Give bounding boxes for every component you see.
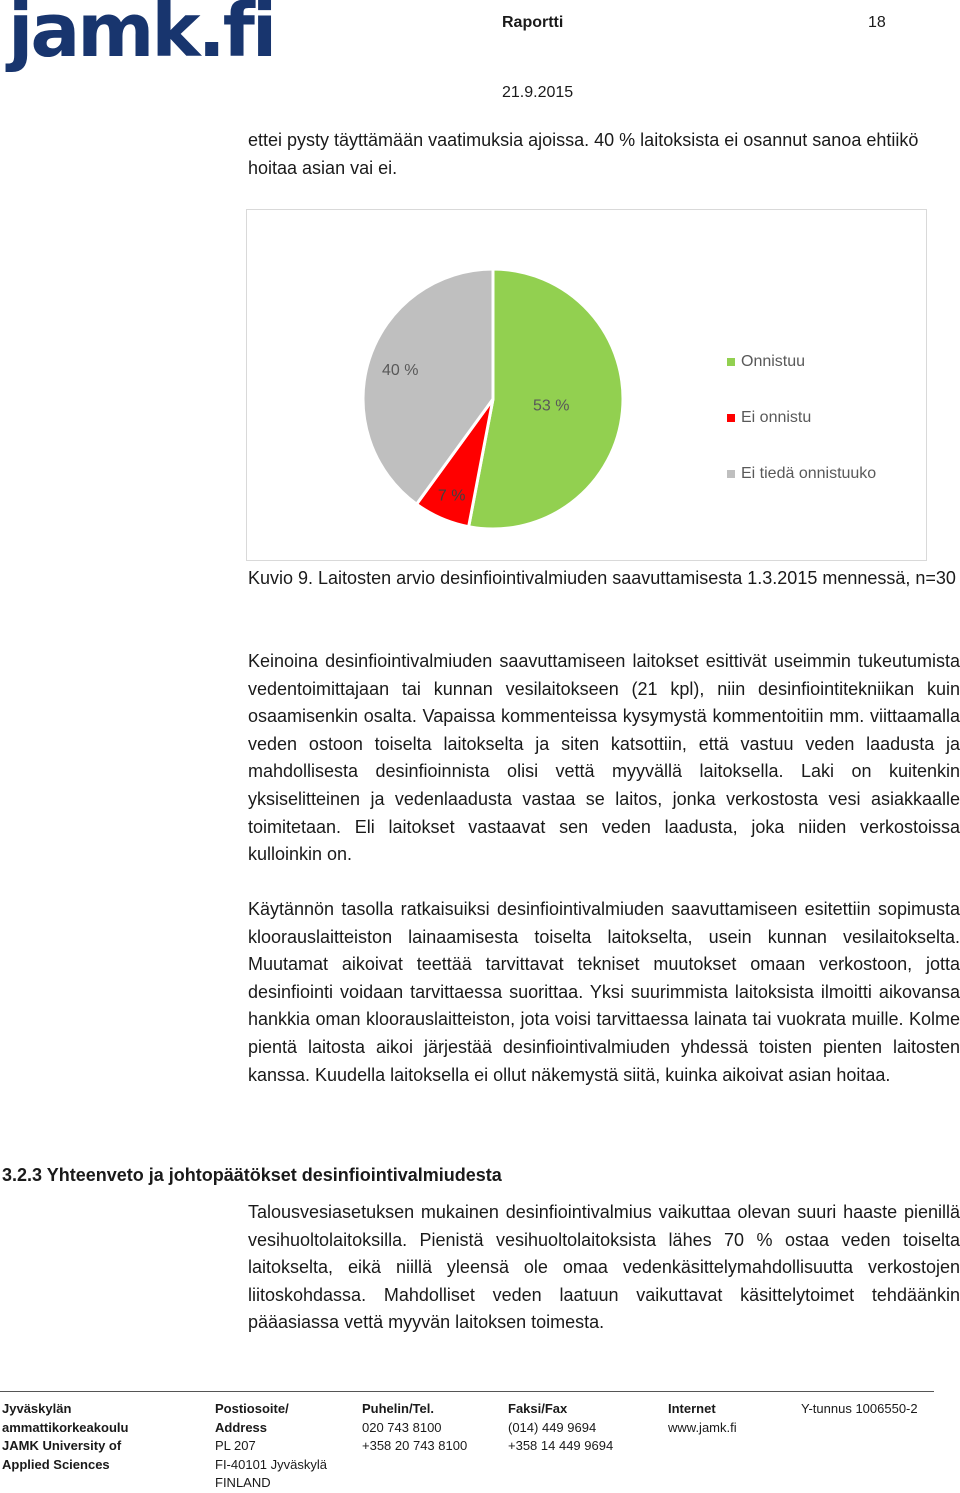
footer-line: +358 14 449 9694 [508,1438,614,1453]
footer-col-fax [508,1400,613,1456]
intro-paragraph: ettei pysty täyttämään vaatimuksia ajoissa. 40 % laitoksista ei osannut sanoa ehtiikö hoitaa asian vai ei. [248,130,919,178]
section-heading: 3.2.3 Yhteenveto ja johtopäätökset desinfiointivalmiudesta [2,1165,502,1185]
footer-col-phone [362,1400,467,1456]
footer-line: Jyväskylän [2,1401,72,1416]
legend-item-ei-onnistu [727,390,876,446]
footer-line: Applied Sciences [2,1456,110,1472]
footer-line: (014) 449 9694 [508,1419,597,1435]
footer-line: Y-tunnus 1006550-2 [801,1401,918,1416]
legend-item-ei-tieda [727,446,876,502]
chart-legend [727,334,876,502]
footer-divider [0,1391,934,1392]
body-paragraph-3: Talousvesiasetuksen mukainen desinfiointivalmius vaikuttaa olevan suuri haaste pienillä vesihuoltolaitoksilla. Pienistä vesihuoltolaitoksista lähes 70 % ostaa veden toiselta laitokselta, eikä niillä yleensä ole omaa vedenkäsittelymahdollisuutta verkostojen liitoskohdassa. Mahdolliset veden laatuun vaikuttavat käsittelytoimet tehdäänkin pääasiassa vettä myyvän laitoksen toimesta. [248,1202,960,1333]
footer-link-website[interactable]: www.jamk.fi [668,1419,737,1435]
footer-line: 020 743 8100 [362,1419,442,1435]
header-label: Raportti [502,14,564,31]
footer-line: FI-40101 Jyväskylä [215,1456,327,1472]
footer-col-institution [2,1400,128,1474]
legend-label: Ei onnistu [741,409,812,426]
footer-line: +358 20 743 8100 [362,1438,468,1453]
legend-swatch [727,358,735,366]
page-number: 18 [868,14,886,31]
figure-caption: Kuvio 9. Laitosten arvio desinfiointivalmiuden saavuttamisesta 1.3.2015 mennessä, n=30 [248,568,956,588]
footer-line: PL 207 [215,1438,256,1453]
jamk-logo: jamk.fi [8,0,275,74]
data-label-slice-onnistuu: 53 % [533,397,570,415]
data-label-slice-ei-tieda: 40 % [382,361,419,379]
footer-line: ammattikorkeakoulu [2,1419,129,1435]
footer-line: Address [215,1419,268,1435]
legend-swatch [727,470,735,478]
footer-line: Puhelin/Tel. [362,1401,434,1416]
legend-label: Ei tiedä onnistuuko [741,465,877,482]
footer-line: JAMK University of [2,1438,122,1453]
footer-line: Faksi/Fax [508,1401,568,1416]
footer-line: Internet [668,1401,716,1416]
legend-item-onnistuu [727,334,876,390]
header-date: 21.9.2015 [502,84,574,101]
footer-col-business-id [801,1400,918,1419]
body-paragraph-2: Käytännön tasolla ratkaisuiksi desinfiointivalmiuden saavuttamiseen esitettiin sopimusta kloorauslaitteiston lainaamisesta toiselta laitokselta, usein kunnan vesilaitokselta. Muutamat aikoivat teettää tarvittavat tekniset muutokset omaan verkostoon, jotta desinfiointi voidaan tarvittaessa suorittaa. Yksi suurimmista laitoksista ilmoitti aikovansa hankkia oman kloorauslaitteiston, jota voisi tarvittaessa lainata tai vuokrata muille. Kolme pientä laitosta aikoi järjestää desinfiointivalmiuden yhdessä toisten pienten laitosten kanssa. Kuudella laitoksella ei ollut näkemystä siitä, kuinka aikoivat asian hoitaa. [248,899,960,1085]
footer-col-address [215,1400,327,1493]
body-paragraph-1: Keinoina desinfiointivalmiuden saavuttamiseen laitokset esittivät useimmin tukeutumista vedentoimittajaan tai kunnan vesilaitokseen (21 kpl), niin desinfiointitekniikan kuin osaamisenkin osalta. Vapaissa kommenteissa kysymystä kommentoitiin mm. viittaamalla veden ostoon toiselta laitokselta ja siten katsottiin, että vastuu veden laadusta ja mahdollisesta desinfioinnista olisi vettä myyvällä laitoksella. Laki on kuitenkin yksiselitteinen ja vedenlaadusta vastaa se laitos, jonka verkostosta vesi asiakkaalle toimitetaan. Eli laitokset vastaavat sen veden laadusta, joka niiden verkostoissa kulloinkin on. [248,651,960,865]
footer-col-internet [668,1400,737,1437]
legend-label: Onnistuu [741,353,806,370]
footer-line: FINLAND [215,1475,271,1490]
data-label-slice-ei-onnistu: 7 % [437,487,466,505]
pie-chart-frame [246,209,927,561]
legend-swatch [727,414,735,422]
footer-line: Postiosoite/ [215,1401,289,1416]
